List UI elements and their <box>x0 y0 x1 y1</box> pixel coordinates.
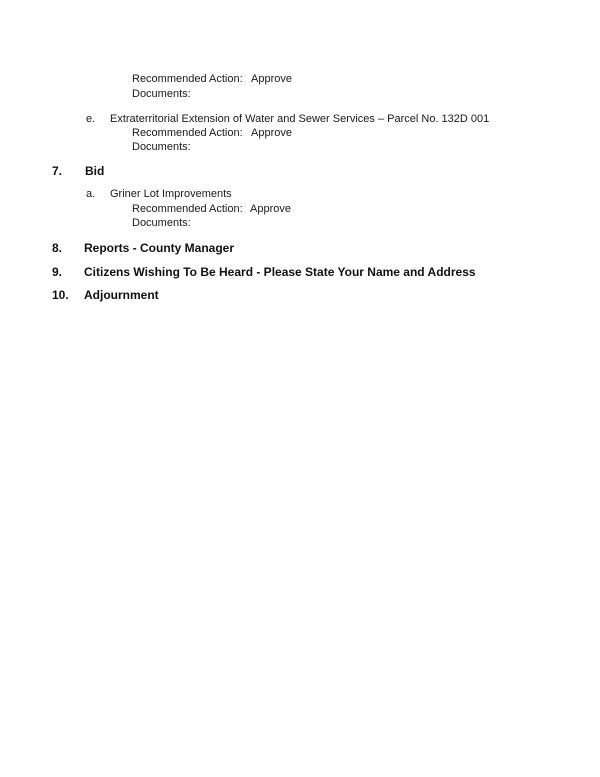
recommended-action-value: Approve <box>251 73 292 85</box>
documents-label: Documents: <box>132 141 191 153</box>
section-title: Citizens Wishing To Be Heard - Please State Your Name and Address <box>84 265 476 279</box>
recommended-action-label: Recommended Action: <box>132 73 243 85</box>
recommended-action-value: Approve <box>250 203 291 215</box>
section-title: Bid <box>85 164 105 178</box>
item-letter: a. <box>86 188 96 200</box>
section-title: Reports - County Manager <box>84 241 235 255</box>
recommended-action-label: Recommended Action: <box>132 127 243 139</box>
documents-label: Documents: <box>132 88 191 100</box>
item-title: Griner Lot Improvements <box>110 188 232 200</box>
section-number: 7. <box>52 164 63 178</box>
section-number: 9. <box>52 265 63 279</box>
section-number: 8. <box>52 241 63 255</box>
item-title: Extraterritorial Extension of Water and Sewer Services – Parcel No. 132D 001 <box>110 113 490 125</box>
documents-label: Documents: <box>132 217 191 229</box>
section-title: Adjournment <box>84 288 159 302</box>
recommended-action-value: Approve <box>251 127 292 139</box>
item-letter: e. <box>86 113 96 125</box>
section-number: 10. <box>52 288 69 302</box>
recommended-action-label: Recommended Action: <box>132 203 243 215</box>
